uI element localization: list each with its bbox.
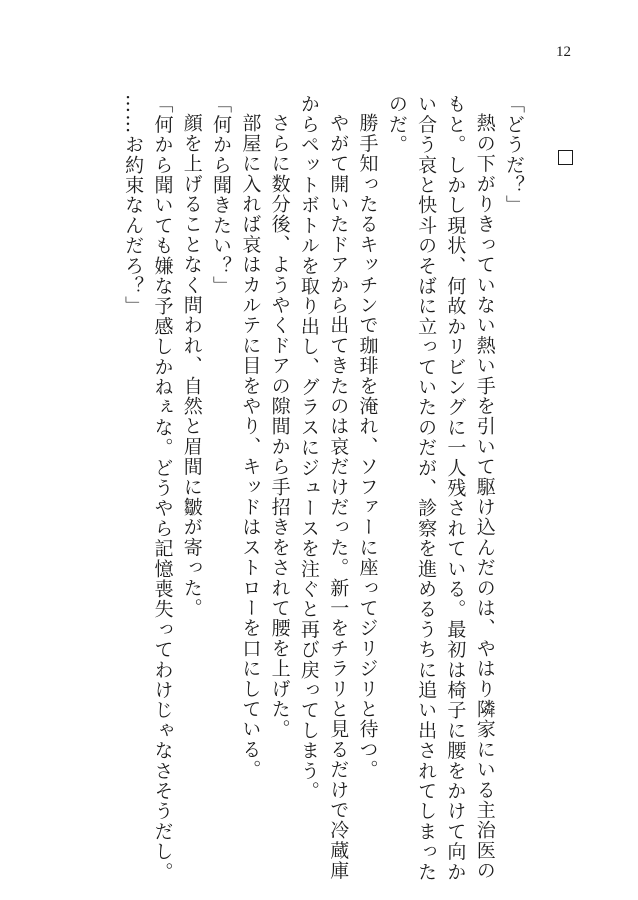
text-line: 顔を上げることなく問われ、自然と眉間に皺が寄った。 bbox=[180, 113, 203, 618]
text-line: 「どうだ？」 bbox=[503, 94, 525, 216]
text-line: やがて開いたドアから出てきたのは哀だけだった。新一をチラリと見るだけで冷蔵庫 bbox=[327, 113, 350, 881]
text-line: ……お約束なんだろ？」 bbox=[122, 94, 145, 317]
text-line: からペットボトルを取り出し、グラスにジュースを注ぐと再び戻ってしまう。 bbox=[297, 94, 320, 801]
text-line: 熱の下がりきっていない熱い手を引いて駆け込んだのは、やはり隣家にいる主治医の bbox=[473, 113, 496, 881]
text-line: い合う哀と快斗のそばに立っていたのだが、診察を進めるうちに追い出されてしまった bbox=[415, 94, 438, 882]
text-line: もと。しかし現状、何故かリビングに一人残されている。最初は椅子に腰をかけて向か bbox=[444, 94, 467, 882]
text-line: のだ。 bbox=[385, 94, 408, 155]
page-number: 12 bbox=[556, 44, 571, 60]
text-line: さらに数分後、ようやくドアの隙間から手招きをされて腰を上げた。 bbox=[268, 113, 291, 740]
text-line: 部屋に入れば哀はカルテに目をやり、キッドはストローを口にしている。 bbox=[239, 113, 262, 780]
section-marker bbox=[558, 150, 573, 165]
text-line: 「何から聞きたい？」 bbox=[210, 94, 233, 296]
body-text bbox=[118, 94, 528, 884]
text-line: 勝手知ったるキッチンで珈琲を淹れ、ソファーに座ってジリジリと待つ。 bbox=[356, 113, 379, 780]
text-line: 「何から聞いても嫌な予感しかねぇな。どうやら記憶喪失ってわけじゃなさそうだし。 bbox=[151, 94, 174, 882]
